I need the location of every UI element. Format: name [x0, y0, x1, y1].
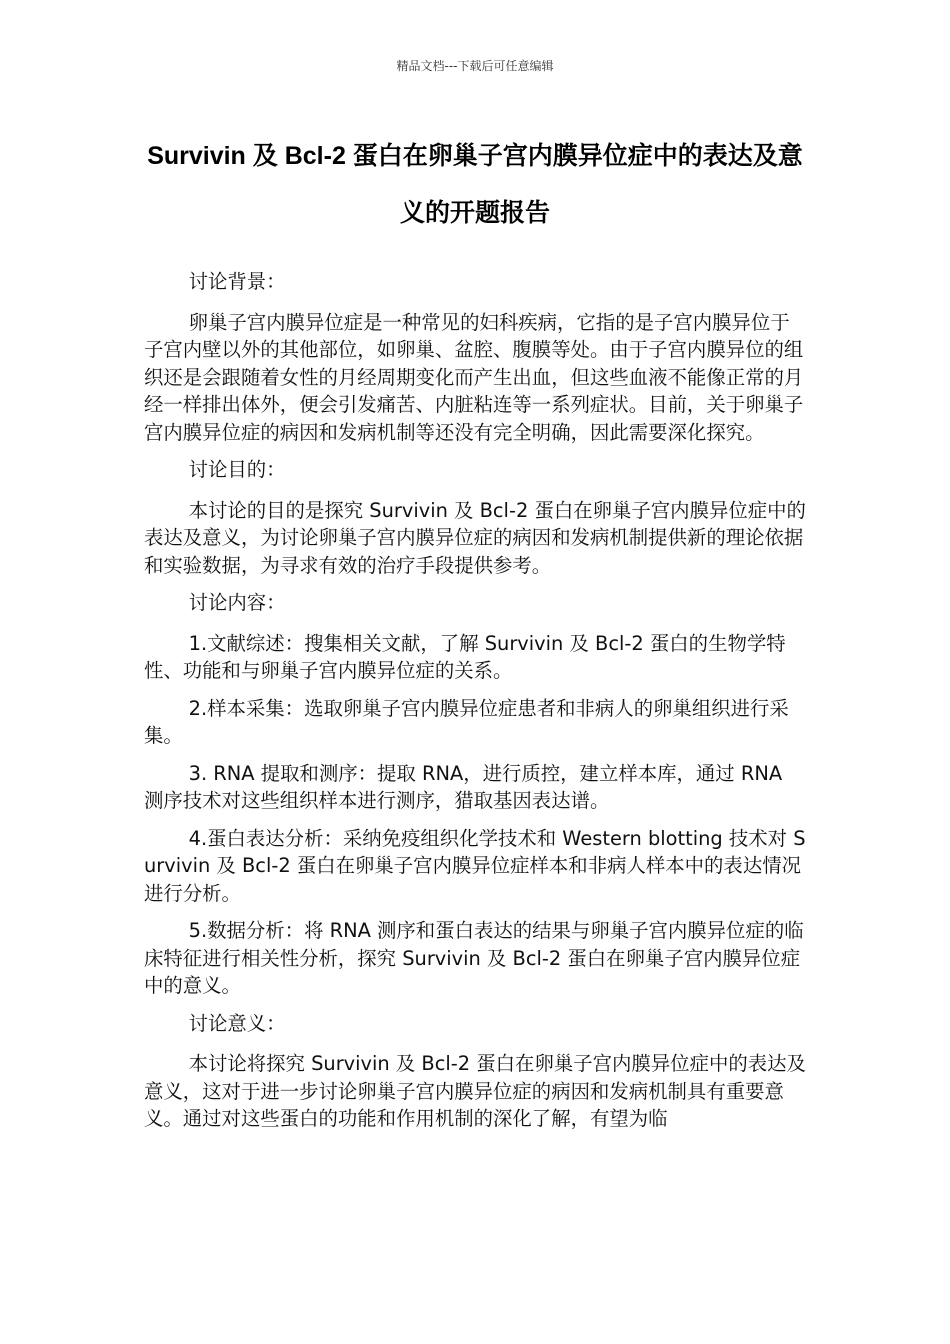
content-item-protein-analysis: 4.蛋白表达分析：采纳免疫组织化学技术和 Western blotting 技术对 Survivin 及 Bcl-2 蛋白在卵巢子宫内膜异位症样本和非病人样本中的表达情况进行分析。: [144, 826, 806, 905]
header-note: 精品文档---下载后可任意编辑: [396, 59, 554, 73]
section-heading-significance: 讨论意义：: [188, 1011, 286, 1035]
section-heading-background: 讨论背景：: [188, 270, 286, 293]
paragraph-background: 卵巢子宫内膜异位症是一种常见的妇科疾病，它指的是子宫内膜异位于子宫内壁以外的其他部位，如卵巢、盆腔、腹膜等处。由于子宫内膜异位的组织还是会跟随着女性的月经周期变化而产生出血，但这些血液不能像正常的月经一样排出体外，便会引发痛苦、内脏粘连等一系列症状。目前，关于卵巢子宫内膜异位症的病因和发病机制等还没有完全明确，因此需要深化探究。: [144, 310, 804, 444]
content-item-rna-sequencing: 3. RNA 提取和测序：提取 RNA，进行质控，建立样本库，通过 RNA 测序技术对这些组织样本进行测序，猎取基因表达谱。: [144, 761, 783, 812]
document-body: [144, 268, 807, 1143]
paragraph-purpose: 本讨论的目的是探究 Survivin 及 Bcl-2 蛋白在卵巢子宫内膜异位症中的表达及意义，为讨论卵巢子宫内膜异位症的病因和发病机制提供新的理论依据和实验数据，为寻求有效的治疗手段提供参考。: [144, 498, 806, 577]
document-title: Survivin 及 Bcl-2 蛋白在卵巢子宫内膜异位症中的表达及意义的开题报告: [147, 142, 803, 227]
paragraph-significance: 本讨论将探究 Survivin 及 Bcl-2 蛋白在卵巢子宫内膜异位症中的表达及意义，这对于进一步讨论卵巢子宫内膜异位症的病因和发病机制具有重要意义。通过对这些蛋白的功能和作用机制的深化了解，有望为临: [144, 1052, 806, 1130]
section-heading-purpose: 讨论目的：: [188, 458, 286, 481]
content-item-data-analysis: 5.数据分析：将 RNA 测序和蛋白表达的结果与卵巢子宫内膜异位症的临床特征进行相关性分析，探究 Survivin 及 Bcl-2 蛋白在卵巢子宫内膜异位症中的意义。: [144, 919, 804, 997]
content-item-sample-collection: 2.样本采集：选取卵巢子宫内膜异位症患者和非病人的卵巢组织进行采集。: [144, 696, 789, 747]
content-item-literature-review: 1.文献综述：搜集相关文献，了解 Survivin 及 Bcl-2 蛋白的生物学特性、功能和与卵巢子宫内膜异位症的关系。: [144, 631, 786, 682]
section-heading-content: 讨论内容：: [188, 591, 286, 614]
